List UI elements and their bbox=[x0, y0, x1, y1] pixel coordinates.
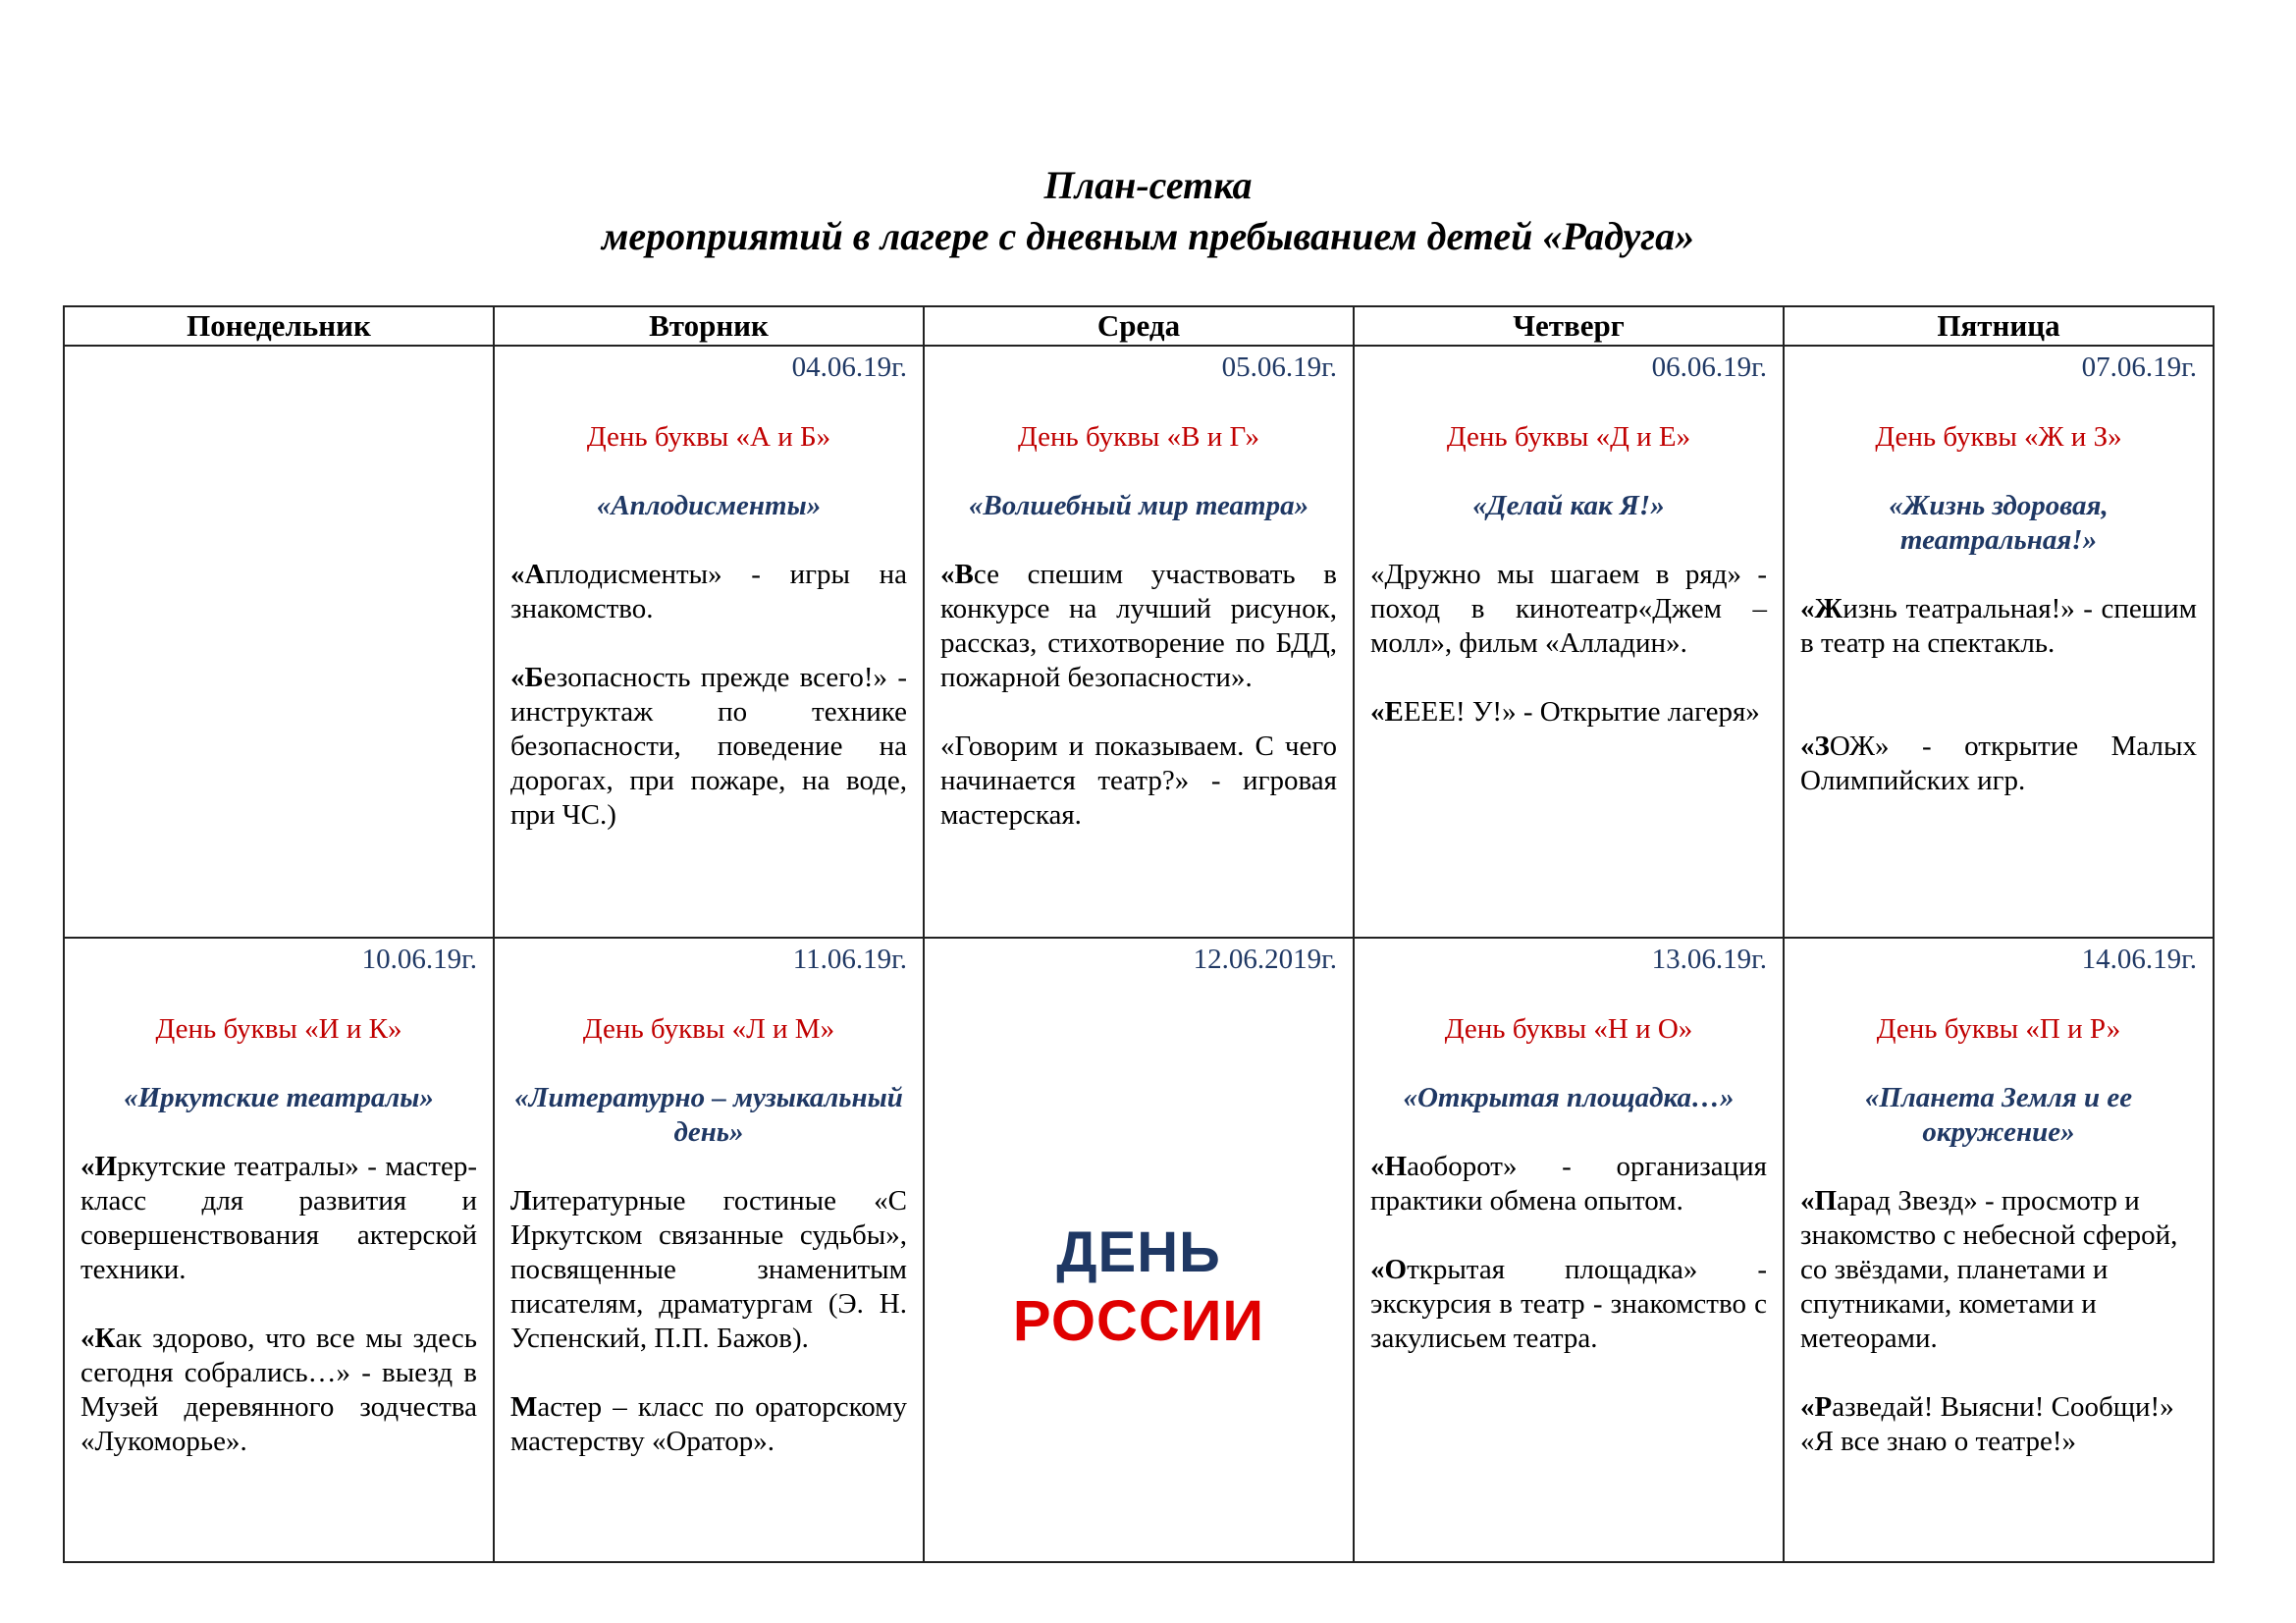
cell-week2-thursday bbox=[1354, 938, 1784, 1562]
activity-text: ак здорово, что все мы здесь сегодня собрались…» - выезд в Музей деревянного зодчества «Лукоморье». bbox=[80, 1323, 477, 1457]
activity-text: ОЖ» - открытие Малых Олимпийских игр. bbox=[1800, 730, 2197, 796]
day-theme: «Жизнь здоровая, театральная!» bbox=[1889, 490, 2109, 556]
weekday-header-monday: Понедельник bbox=[64, 306, 494, 346]
day-theme: «Открытая площадка…» bbox=[1403, 1082, 1735, 1113]
activity-text: ркутские театралы» - мастер-класс для развития и совершенствования актерской техники. bbox=[80, 1151, 477, 1285]
cell-date: 10.06.19г. bbox=[361, 944, 477, 975]
activity-lead: «И bbox=[80, 1151, 118, 1182]
cell-week1-thursday bbox=[1354, 346, 1784, 938]
holiday-word-2: РОССИИ bbox=[1012, 1289, 1265, 1353]
activity-paragraph bbox=[1370, 695, 1767, 730]
activity-paragraph bbox=[1800, 1184, 2197, 1356]
activity-lead: «Н bbox=[1370, 1151, 1408, 1182]
activity-paragraph bbox=[1800, 592, 2197, 661]
day-theme: «Иркутские театралы» bbox=[124, 1082, 434, 1113]
cell-week2-tuesday bbox=[494, 938, 924, 1562]
week-2-row bbox=[64, 938, 2214, 1562]
activity-text: аоборот» - организация практики обмена опытом. bbox=[1370, 1151, 1767, 1217]
schedule-table bbox=[63, 305, 2215, 1563]
activity-paragraph bbox=[80, 1322, 477, 1459]
cell-week1-friday bbox=[1784, 346, 2214, 938]
letter-day-title: День буквы «Н и О» bbox=[1444, 1013, 1693, 1045]
letter-day-title: День буквы «П и Р» bbox=[1876, 1013, 2121, 1045]
cell-week2-wednesday bbox=[924, 938, 1354, 1562]
cell-date: 12.06.2019г. bbox=[1193, 944, 1337, 975]
activity-lead: «Б bbox=[510, 662, 544, 693]
weekday-header-wednesday: Среда bbox=[924, 306, 1354, 346]
holiday-word-1: ДЕНЬ bbox=[1056, 1220, 1221, 1284]
cell-date: 06.06.19г. bbox=[1651, 352, 1767, 383]
letter-day-title: День буквы «В и Г» bbox=[1017, 421, 1260, 453]
activity-lead: М bbox=[510, 1391, 538, 1423]
letter-day-title: День буквы «Д и Е» bbox=[1446, 421, 1691, 453]
letter-day-title: День буквы «И и К» bbox=[155, 1013, 402, 1045]
activity-lead: «В bbox=[940, 559, 974, 590]
activity-paragraph bbox=[510, 661, 907, 833]
activity-lead: «Р bbox=[1800, 1391, 1833, 1423]
activity-text: ЕЕЕ! У!» - Открытие лагеря» bbox=[1403, 696, 1760, 728]
activity-text: «Говорим и показываем. С чего начинается театр?» - игровая мастерская. bbox=[940, 730, 1337, 831]
activity-lead: «Е bbox=[1370, 696, 1404, 728]
activity-text: арад Звезд» - просмотр и знакомство с небесной сферой, со звёздами, планетами и спутниками, кометами и метеорами. bbox=[1800, 1185, 2178, 1354]
activity-lead: «П bbox=[1800, 1185, 1838, 1217]
activity-paragraph bbox=[940, 730, 1337, 833]
activity-text: изнь театральная!» - спешим в театр на спектакль. bbox=[1800, 593, 2197, 659]
letter-day-title: День буквы «Л и М» bbox=[582, 1013, 835, 1045]
activity-text: астер – класс по ораторскому мастерству «Оратор». bbox=[510, 1391, 907, 1457]
day-theme: «Волшебный мир театра» bbox=[968, 490, 1309, 521]
activity-lead: «А bbox=[510, 559, 546, 590]
weekday-header-thursday: Четверг bbox=[1354, 306, 1784, 346]
activity-paragraph bbox=[80, 1150, 477, 1287]
activity-text: се спешим участвовать в конкурсе на лучший рисунок, рассказ, стихотворение по БДД, пожарной безопасности». bbox=[940, 559, 1337, 693]
cell-date: 04.06.19г. bbox=[791, 352, 907, 383]
page-title bbox=[0, 160, 2296, 262]
cell-week1-monday-empty bbox=[64, 346, 494, 938]
activity-text: ткрытая площадка» - экскурсия в театр - знакомство с закулисьем театра. bbox=[1370, 1254, 1767, 1354]
activity-lead: Л bbox=[510, 1185, 532, 1217]
activity-paragraph bbox=[1800, 730, 2197, 798]
cell-date: 13.06.19г. bbox=[1651, 944, 1767, 975]
cell-week1-tuesday bbox=[494, 346, 924, 938]
day-theme: «Литературно – музыкальный день» bbox=[514, 1082, 903, 1148]
cell-week1-wednesday bbox=[924, 346, 1354, 938]
activity-paragraph bbox=[510, 1390, 907, 1459]
letter-day-title: День буквы «Ж и З» bbox=[1875, 421, 2122, 453]
activity-text: итературные гостиные «С Иркутском связанные судьбы», посвященные знаменитым писателям, драматургам (Э. Н. Успенский, П.П. Бажов). bbox=[510, 1185, 907, 1354]
day-theme: «Планета Земля и ее окружение» bbox=[1864, 1082, 2133, 1148]
activity-paragraph bbox=[1800, 1390, 2197, 1459]
activity-paragraph bbox=[510, 558, 907, 626]
weekday-header-row bbox=[64, 306, 2214, 346]
cell-week2-friday bbox=[1784, 938, 2214, 1562]
cell-date: 05.06.19г. bbox=[1221, 352, 1337, 383]
activity-text: азведай! Выясни! Сообщи!» «Я все знаю о театре!» bbox=[1800, 1391, 2174, 1457]
letter-day-title: День буквы «А и Б» bbox=[586, 421, 831, 453]
activity-text: плодисменты» - игры на знакомство. bbox=[510, 559, 907, 624]
title-line-1: План-сетка bbox=[1043, 163, 1253, 207]
activity-lead: «К bbox=[80, 1323, 116, 1354]
activity-lead: «З bbox=[1800, 730, 1830, 762]
activity-paragraph bbox=[940, 558, 1337, 695]
week-1-row bbox=[64, 346, 2214, 938]
weekday-header-tuesday: Вторник bbox=[494, 306, 924, 346]
activity-lead: «О bbox=[1370, 1254, 1408, 1285]
activity-paragraph bbox=[510, 1184, 907, 1356]
day-theme: «Аплодисменты» bbox=[596, 490, 822, 521]
cell-date: 14.06.19г. bbox=[2081, 944, 2197, 975]
weekday-header-friday: Пятница bbox=[1784, 306, 2214, 346]
day-theme: «Делай как Я!» bbox=[1472, 490, 1665, 521]
activity-paragraph bbox=[1370, 558, 1767, 661]
activity-paragraph bbox=[1370, 1253, 1767, 1356]
activity-text: «Дружно мы шагаем в ряд» - поход в кинотеатр«Джем – молл», фильм «Алладин». bbox=[1370, 559, 1767, 659]
activity-lead: «Ж bbox=[1800, 593, 1843, 624]
title-line-2: мероприятий в лагере с дневным пребыванием детей «Радуга» bbox=[601, 214, 1695, 258]
holiday-banner bbox=[940, 1218, 1337, 1356]
activity-text: езопасность прежде всего!» - инструктаж по технике безопасности, поведение на дорогах, при пожаре, на воде, при ЧС.) bbox=[510, 662, 907, 831]
activity-paragraph bbox=[1370, 1150, 1767, 1218]
cell-date: 11.06.19г. bbox=[792, 944, 907, 975]
cell-week2-monday bbox=[64, 938, 494, 1562]
cell-date: 07.06.19г. bbox=[2081, 352, 2197, 383]
